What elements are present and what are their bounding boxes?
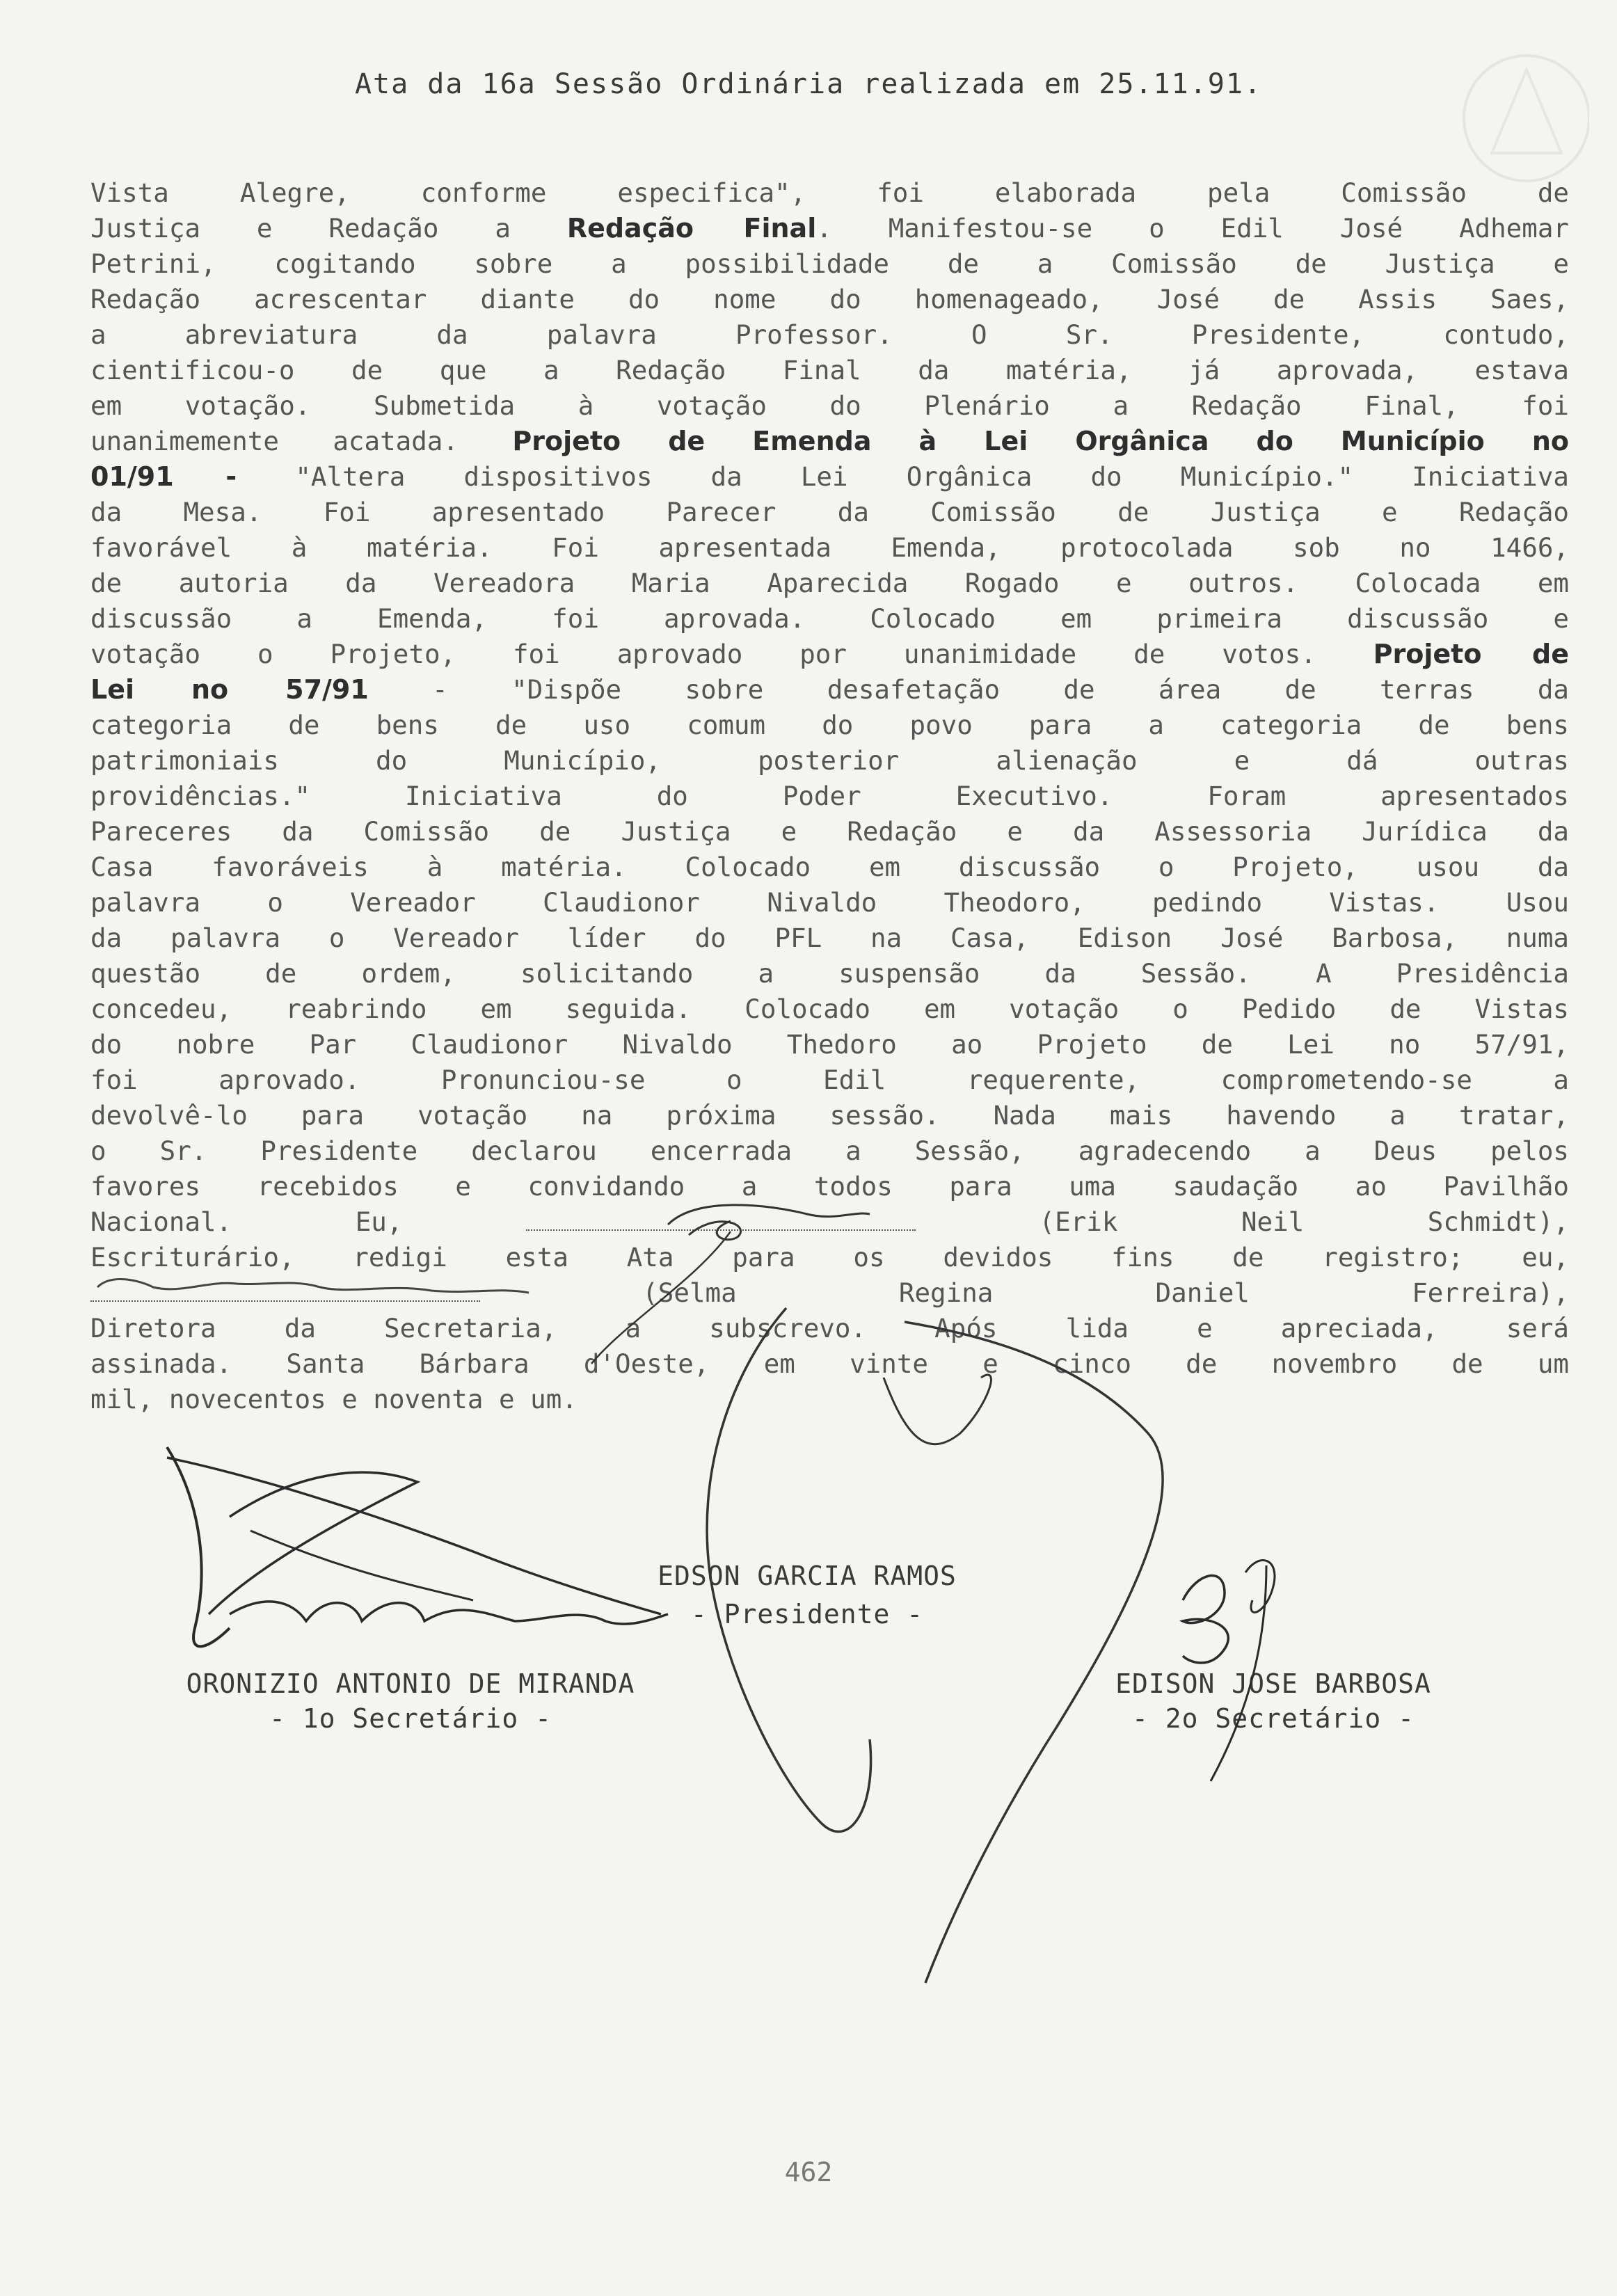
text-line bbox=[90, 1275, 1569, 1311]
text-line bbox=[90, 388, 1569, 424]
text-line bbox=[90, 708, 1569, 743]
text-line bbox=[90, 530, 1569, 566]
text-line bbox=[90, 495, 1569, 530]
text-segment: palavra o Vereador Claudionor Nivaldo Theodoro, pedindo Vistas. Usou bbox=[90, 887, 1569, 918]
text-segment: patrimoniais do Município, posterior alienação e dá outras bbox=[90, 745, 1569, 776]
text-line bbox=[90, 1346, 1569, 1382]
text-segment: . Manifestou-se o Edil José Adhemar bbox=[816, 213, 1569, 244]
text-segment: foi aprovado. Pronunciou-se o Edil requerente, comprometendo-se a bbox=[90, 1065, 1569, 1095]
text-line bbox=[90, 424, 1569, 459]
text-segment: (Erik Neil Schmidt), bbox=[916, 1206, 1569, 1237]
text-line bbox=[90, 317, 1569, 353]
text-segment: - "Dispõe sobre desafetação de área de terras da bbox=[368, 674, 1569, 705]
minutes-body bbox=[90, 175, 1569, 1417]
text-segment: Casa favoráveis à matéria. Colocado em discussão o Projeto, usou da bbox=[90, 852, 1569, 882]
text-segment: Redação acrescentar diante do nome do homenageado, José de Assis Saes, bbox=[90, 284, 1569, 314]
bold-text-segment: Projeto de Emenda à Lei Orgânica do Município no bbox=[512, 426, 1569, 456]
text-segment: de autoria da Vereadora Maria Aparecida Rogado e outros. Colocada em bbox=[90, 568, 1569, 598]
text-segment: Escriturário, redigi esta Ata para os devidos fins de registro; eu, bbox=[90, 1242, 1569, 1273]
text-segment: "Altera dispositivos da Lei Orgânica do Município." Iniciativa bbox=[237, 461, 1569, 492]
bold-text-segment: 01/91 - bbox=[90, 461, 237, 492]
embossed-seal bbox=[1450, 42, 1589, 195]
text-line bbox=[90, 956, 1569, 991]
text-segment: da palavra o Vereador líder do PFL na Casa, Edison José Barbosa, numa bbox=[90, 923, 1569, 953]
signature-line bbox=[90, 1279, 480, 1302]
text-segment: discussão a Emenda, foi aprovada. Colocado em primeira discussão e bbox=[90, 603, 1569, 634]
president-name: EDSON GARCIA RAMOS bbox=[658, 1561, 957, 1591]
text-segment: Pareceres da Comissão de Justiça e Redação e da Assessoria Jurídica da bbox=[90, 816, 1569, 847]
signature-line bbox=[526, 1209, 916, 1231]
text-line bbox=[90, 1382, 1569, 1417]
text-line bbox=[90, 672, 1569, 708]
first-secretary-role: - 1o Secretário - bbox=[269, 1703, 552, 1734]
text-segment: votação o Projeto, foi aprovado por unanimidade de votos. bbox=[90, 639, 1373, 669]
text-segment: providências." Iniciativa do Poder Executivo. Foram apresentados bbox=[90, 781, 1569, 811]
text-segment: da Mesa. Foi apresentado Parecer da Comissão de Justiça e Redação bbox=[90, 497, 1569, 527]
text-line bbox=[90, 1027, 1569, 1062]
text-segment: favorável à matéria. Foi apresentada Emenda, protocolada sob no 1466, bbox=[90, 532, 1569, 563]
text-segment: Nacional. Eu, bbox=[90, 1206, 526, 1237]
text-line bbox=[90, 743, 1569, 779]
first-secretary-name: ORONIZIO ANTONIO DE MIRANDA bbox=[186, 1668, 635, 1699]
text-line bbox=[90, 246, 1569, 282]
page-number: 462 bbox=[784, 2157, 833, 2187]
text-segment: categoria de bens de uso comum do povo para a categoria de bens bbox=[90, 710, 1569, 740]
text-segment: questão de ordem, solicitando a suspensão da Sessão. A Presidência bbox=[90, 958, 1569, 989]
text-line bbox=[90, 850, 1569, 885]
text-line bbox=[90, 885, 1569, 920]
second-secretary-role: - 2o Secretário - bbox=[1132, 1703, 1415, 1734]
president-role: - Presidente - bbox=[690, 1599, 924, 1629]
text-line bbox=[90, 1169, 1569, 1204]
text-line bbox=[90, 566, 1569, 601]
text-segment: devolvê-lo para votação na próxima sessão. Nada mais havendo a tratar, bbox=[90, 1100, 1569, 1131]
text-segment: unanimemente acatada. bbox=[90, 426, 513, 456]
text-line bbox=[90, 1062, 1569, 1098]
bold-text-segment: Projeto de bbox=[1373, 639, 1569, 669]
text-line bbox=[90, 353, 1569, 388]
text-line bbox=[90, 779, 1569, 814]
text-segment: em votação. Submetida à votação do Plenário a Redação Final, foi bbox=[90, 390, 1569, 421]
text-segment: a abreviatura da palavra Professor. O Sr. Presidente, contudo, bbox=[90, 319, 1569, 350]
text-line bbox=[90, 1311, 1569, 1346]
text-line bbox=[90, 814, 1569, 850]
document-title: Ata da 16a Sessão Ordinária realizada em 25.11.91. bbox=[354, 68, 1263, 100]
bold-text-segment: Redação Final bbox=[566, 213, 817, 244]
text-line bbox=[90, 1240, 1569, 1275]
text-line bbox=[90, 991, 1569, 1027]
text-line bbox=[90, 601, 1569, 637]
text-line bbox=[90, 920, 1569, 956]
text-segment: concedeu, reabrindo em seguida. Colocado em votação o Pedido de Vistas bbox=[90, 994, 1569, 1024]
text-line bbox=[90, 175, 1569, 211]
second-secretary-name: EDISON JOSE BARBOSA bbox=[1115, 1668, 1431, 1699]
text-segment: Diretora da Secretaria, a subscrevo. Após lida e apreciada, será bbox=[90, 1313, 1569, 1344]
text-segment: do nobre Par Claudionor Nivaldo Thedoro ao Projeto de Lei no 57/91, bbox=[90, 1029, 1569, 1060]
text-line bbox=[90, 459, 1569, 495]
text-line bbox=[90, 282, 1569, 317]
text-line bbox=[90, 637, 1569, 672]
text-segment: Justiça e Redação a bbox=[90, 213, 567, 244]
bold-text-segment: Lei no 57/91 bbox=[90, 674, 369, 705]
text-segment: favores recebidos e convidando a todos para uma saudação ao Pavilhão bbox=[90, 1171, 1569, 1202]
text-segment: assinada. Santa Bárbara d'Oeste, em vinte e cinco de novembro de um bbox=[90, 1348, 1569, 1379]
text-segment: cientificou-o de que a Redação Final da matéria, já aprovada, estava bbox=[90, 355, 1569, 385]
text-segment: o Sr. Presidente declarou encerrada a Sessão, agradecendo a Deus pelos bbox=[90, 1135, 1569, 1166]
text-segment: (Selma Regina Daniel Ferreira), bbox=[480, 1277, 1569, 1308]
text-segment: Petrini, cogitando sobre a possibilidade de a Comissão de Justiça e bbox=[90, 248, 1569, 279]
text-line bbox=[90, 1204, 1569, 1240]
text-line bbox=[90, 211, 1569, 246]
text-segment: Vista Alegre, conforme especifica", foi elaborada pela Comissão de bbox=[90, 177, 1569, 208]
text-line bbox=[90, 1133, 1569, 1169]
text-line bbox=[90, 1098, 1569, 1133]
text-segment: mil, novecentos e noventa e um. bbox=[90, 1384, 578, 1414]
